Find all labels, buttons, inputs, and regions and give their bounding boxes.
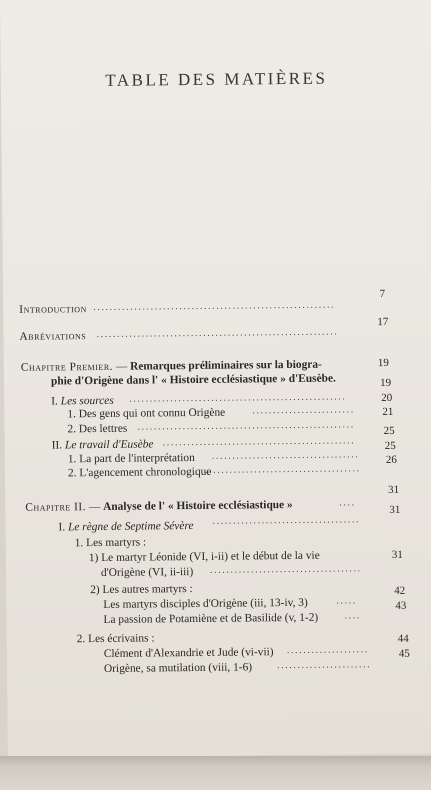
leader-dots: ......................... (252, 404, 355, 417)
page-title: TABLE DES MATIÈRES (105, 68, 328, 90)
other-martyrs-heading: 2) Les autres martyrs : (90, 583, 193, 597)
leader-dots: ..................................................... (129, 391, 347, 405)
chapter-title-line-2: phie d'Origène dans l' « Histoire ecclésiastique » d'Eusèbe. (50, 372, 336, 388)
page-number: 42 (394, 584, 406, 597)
page-number: 20 (381, 391, 393, 405)
page-edge-shadow (0, 756, 431, 790)
entry-disciples: Les martyrs disciples d'Origène (iii, 13-iv, 3) (103, 596, 308, 611)
subsection-people: 1. Des gens qui ont connu Origène (67, 406, 226, 421)
section-eusebe: II. Le travail d'Eusèbe (51, 438, 154, 452)
chapter-label: Chapitre Premier. (20, 360, 114, 374)
page-number: 31 (391, 548, 403, 561)
entry-origene: Origène, sa mutilation (viii, 1-6) (103, 661, 253, 675)
chapter-label: Chapitre II. (25, 501, 87, 514)
page-number: 19 (379, 376, 392, 390)
writers-heading: 2. Les écrivains : (76, 632, 155, 646)
subsection-letters: 2. Des lettres (67, 422, 128, 436)
entry-leonide-line-1: 1) Le martyr Léonide (VI, i-ii) et le début de la vie (88, 549, 320, 565)
page-number: 44 (397, 632, 409, 645)
martyrs-heading: 1. Les martyrs : (74, 536, 147, 550)
page-number: 7 (379, 287, 386, 301)
leader-dots: ..... (336, 595, 357, 607)
leader-dots: ........................................................... (96, 326, 339, 341)
toc-entry-abbreviations: Abréviations (19, 330, 87, 343)
page-number: 31 (388, 483, 400, 496)
chapter-2-heading (25, 499, 293, 515)
chapter-title: Analyse de l' « Histoire ecclésiastique » (103, 498, 293, 513)
leader-dots: ............................................... (162, 435, 356, 449)
entry-potamiene: La passion de Potamiène et de Basilide (v, 1-2) (103, 611, 319, 626)
section-septime-severe: I. Le règne de Septime Sévère (58, 520, 194, 534)
leader-dots: ....................... (276, 659, 372, 672)
leader-dots: .................................... (212, 514, 361, 527)
leader-dots: ........................................................... (93, 299, 336, 314)
subsection-interpretation: 1. La part de l'interprétation (67, 451, 195, 466)
leader-dots: .... (344, 610, 361, 622)
page-number: 21 (382, 405, 394, 419)
leader-dots: ..................................... (209, 563, 362, 576)
page-number: 45 (398, 647, 410, 660)
page-number: 31 (389, 503, 401, 516)
entry-clement: Clément d'Alexandrie et Jude (vi-vii) (103, 646, 274, 660)
leader-dots: .................... (286, 644, 369, 657)
section-sources: I. Les sources (51, 394, 114, 408)
page-number: 25 (384, 439, 396, 452)
leader-dots: .... (339, 497, 356, 509)
page-number: 17 (377, 315, 389, 329)
leader-dots: ...................................... (204, 463, 361, 476)
page-number: 26 (385, 453, 397, 466)
leader-dots: ..................................................... (137, 419, 355, 433)
dash: — (85, 500, 104, 514)
entry-leonide-line-2: d'Origène (VI, ii-iii) (100, 566, 194, 579)
page-number: 19 (377, 356, 389, 370)
chapter-title-line-1: Remarques préliminaires sur la biogra- (130, 358, 322, 373)
page-number: 43 (395, 599, 407, 612)
page-number: 25 (383, 424, 395, 438)
subsection-chronology: 2. L'agencement chronologique (67, 465, 212, 480)
leader-dots: .................................... (211, 449, 360, 462)
dash: — (112, 360, 131, 373)
toc-entry-introduction: Introduction (19, 303, 87, 316)
